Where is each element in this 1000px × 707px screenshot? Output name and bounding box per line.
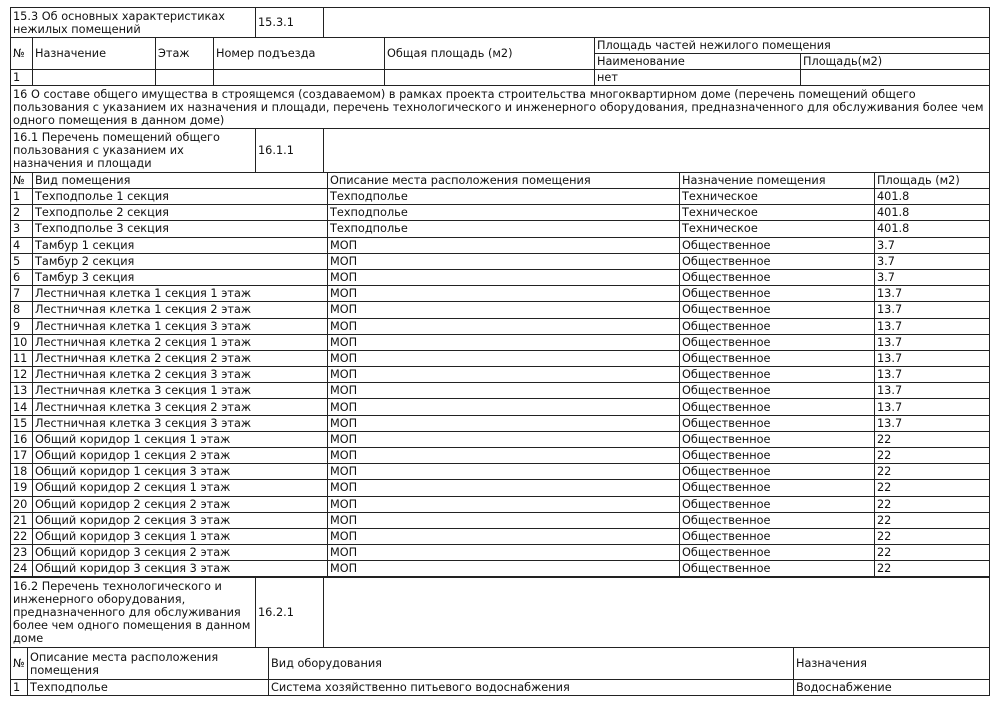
table-row [11, 302, 990, 318]
cell-location: Техподполье [28, 680, 269, 696]
cell-location: Техподполье [328, 205, 680, 221]
cell-num: 6 [11, 269, 33, 285]
cell-location: МОП [328, 512, 680, 528]
cell-purpose: Водоснабжение [794, 680, 990, 696]
section-16-1-title: 16.1 Перечень помещений общего пользования с указанием их назначения и площади [11, 129, 256, 173]
cell-area: 22 [875, 480, 990, 496]
cell-num: 15 [11, 415, 33, 431]
header-entrance: Номер подъезда [214, 38, 385, 70]
cell-location: МОП [328, 496, 680, 512]
section-15-3-title: 15.3 Об основных характеристиках нежилых помещений [11, 8, 256, 38]
table-row [11, 221, 990, 237]
cell-area: 22 [875, 448, 990, 464]
cell-num: 3 [11, 221, 33, 237]
cell-area: 13.7 [875, 367, 990, 383]
cell-num: 18 [11, 464, 33, 480]
cell-num: 1 [11, 680, 28, 696]
section-16-2-value [324, 577, 990, 648]
cell-num: 11 [11, 350, 33, 366]
section-16-1-code: 16.1.1 [256, 129, 324, 173]
cell-part-area [801, 70, 990, 86]
cell-room-type: Техподполье 1 секция [33, 189, 328, 205]
section-16-1-value [324, 129, 990, 173]
cell-location: МОП [328, 464, 680, 480]
cell-purpose: Общественное [680, 528, 875, 544]
cell-area: 13.7 [875, 302, 990, 318]
table-row [11, 680, 990, 696]
cell-room-type: Общий коридор 2 секция 2 этаж [33, 496, 328, 512]
cell-purpose: Общественное [680, 464, 875, 480]
header-equipment-type: Вид оборудования [269, 648, 794, 680]
cell-purpose: Общественное [680, 237, 875, 253]
cell-location: МОП [328, 350, 680, 366]
table-row [11, 561, 990, 577]
header-purpose: Назначение помещения [680, 173, 875, 189]
cell-num: 8 [11, 302, 33, 318]
common-premises-table [10, 172, 990, 578]
cell-location: МОП [328, 415, 680, 431]
cell-purpose: Общественное [680, 286, 875, 302]
cell-num: 10 [11, 334, 33, 350]
section-16-1 [10, 128, 990, 173]
table-row [11, 334, 990, 350]
table-row [11, 464, 990, 480]
cell-entrance [214, 70, 385, 86]
cell-room-type: Лестничная клетка 1 секция 1 этаж [33, 286, 328, 302]
cell-num: 4 [11, 237, 33, 253]
cell-num: 20 [11, 496, 33, 512]
table-row [11, 237, 990, 253]
cell-num: 2 [11, 205, 33, 221]
cell-location: Техподполье [328, 189, 680, 205]
table-row [11, 189, 990, 205]
table-row [11, 253, 990, 269]
cell-location: МОП [328, 253, 680, 269]
cell-num: 14 [11, 399, 33, 415]
cell-area: 13.7 [875, 383, 990, 399]
cell-purpose: Общественное [680, 480, 875, 496]
header-row [11, 173, 990, 189]
cell-location: МОП [328, 383, 680, 399]
cell-area: 401.8 [875, 189, 990, 205]
cell-num: 12 [11, 367, 33, 383]
cell-area: 22 [875, 528, 990, 544]
cell-purpose: Общественное [680, 367, 875, 383]
section-15-3-value [324, 8, 990, 38]
cell-part-name: нет [595, 70, 801, 86]
table-row [11, 70, 990, 86]
cell-purpose: Техническое [680, 221, 875, 237]
section-15-3 [10, 7, 990, 38]
cell-room-type: Лестничная клетка 3 секция 3 этаж [33, 415, 328, 431]
cell-location: МОП [328, 480, 680, 496]
cell-num: 1 [11, 189, 33, 205]
section-16-2 [10, 576, 990, 648]
table-row [11, 399, 990, 415]
nonresidential-table [10, 37, 990, 86]
header-room-type: Вид помещения [33, 173, 328, 189]
cell-room-type: Лестничная клетка 2 секция 3 этаж [33, 367, 328, 383]
header-location: Описание места расположения помещения [328, 173, 680, 189]
header-part-area: Площадь(м2) [801, 54, 990, 70]
cell-area: 13.7 [875, 318, 990, 334]
table-row [11, 480, 990, 496]
header-part-name: Наименование [595, 54, 801, 70]
cell-room-type: Общий коридор 3 секция 1 этаж [33, 528, 328, 544]
cell-purpose: Общественное [680, 269, 875, 285]
cell-room-type: Общий коридор 2 секция 1 этаж [33, 480, 328, 496]
cell-room-type: Общий коридор 1 секция 1 этаж [33, 431, 328, 447]
cell-purpose: Техническое [680, 205, 875, 221]
table-row [11, 205, 990, 221]
header-floor: Этаж [156, 38, 214, 70]
cell-area: 401.8 [875, 205, 990, 221]
cell-purpose: Общественное [680, 512, 875, 528]
header-num: № [11, 648, 28, 680]
cell-room-type: Общий коридор 3 секция 2 этаж [33, 545, 328, 561]
table-row [11, 367, 990, 383]
section-16-title: 16 О составе общего имущества в строящемся (создаваемом) в рамках проекта строительства многоквартирном доме (перечень помещений общего пользования с указанием их назначения и площади, перечень технологического и инженерного оборудования, предназначенного для обслуживания более чем одного помещения в данном доме) [11, 86, 990, 129]
cell-room-type: Тамбур 1 секция [33, 237, 328, 253]
cell-purpose: Общественное [680, 350, 875, 366]
cell-area: 3.7 [875, 237, 990, 253]
cell-room-type: Общий коридор 1 секция 2 этаж [33, 448, 328, 464]
cell-room-type: Лестничная клетка 3 секция 2 этаж [33, 399, 328, 415]
cell-num: 21 [11, 512, 33, 528]
header-purpose: Назначения [794, 648, 990, 680]
cell-purpose: Общественное [680, 318, 875, 334]
cell-purpose: Общественное [680, 334, 875, 350]
cell-purpose: Общественное [680, 399, 875, 415]
cell-room-type: Лестничная клетка 1 секция 3 этаж [33, 318, 328, 334]
section-16-2-code: 16.2.1 [256, 577, 324, 648]
cell-location: МОП [328, 367, 680, 383]
cell-purpose: Общественное [680, 545, 875, 561]
cell-room-type: Общий коридор 3 секция 3 этаж [33, 561, 328, 577]
table-row [11, 448, 990, 464]
section-15-3-code: 15.3.1 [256, 8, 324, 38]
equipment-table [10, 647, 990, 696]
table-row [11, 528, 990, 544]
cell-num: 22 [11, 528, 33, 544]
table-row [11, 383, 990, 399]
cell-location: МОП [328, 528, 680, 544]
cell-location: МОП [328, 318, 680, 334]
cell-area: 22 [875, 496, 990, 512]
header-num: № [11, 38, 33, 70]
table-row [11, 545, 990, 561]
header-area: Общая площадь (м2) [385, 38, 595, 70]
cell-num: 5 [11, 253, 33, 269]
table-row [11, 431, 990, 447]
cell-num: 13 [11, 383, 33, 399]
cell-location: МОП [328, 286, 680, 302]
cell-room-type: Лестничная клетка 1 секция 2 этаж [33, 302, 328, 318]
table-row [11, 496, 990, 512]
cell-purpose: Общественное [680, 496, 875, 512]
cell-room-type: Лестничная клетка 2 секция 1 этаж [33, 334, 328, 350]
cell-room-type: Лестничная клетка 3 секция 1 этаж [33, 383, 328, 399]
cell-area: 13.7 [875, 415, 990, 431]
cell-location: МОП [328, 448, 680, 464]
section-16-2-title: 16.2 Перечень технологического и инженерного оборудования, предназначенного для обслуживания более чем одного помещения в данном доме [11, 577, 256, 648]
cell-area: 22 [875, 464, 990, 480]
cell-area: 13.7 [875, 350, 990, 366]
cell-purpose: Общественное [680, 561, 875, 577]
header-row [11, 648, 990, 680]
cell-area: 13.7 [875, 399, 990, 415]
cell-area: 13.7 [875, 286, 990, 302]
cell-purpose: Общественное [680, 431, 875, 447]
cell-location: МОП [328, 561, 680, 577]
cell-location: МОП [328, 399, 680, 415]
header-purpose: Назначение [33, 38, 156, 70]
cell-area: 22 [875, 545, 990, 561]
cell-purpose: Техническое [680, 189, 875, 205]
table-row [11, 415, 990, 431]
cell-num: 17 [11, 448, 33, 464]
cell-num: 24 [11, 561, 33, 577]
cell-location: МОП [328, 431, 680, 447]
cell-room-type: Тамбур 3 секция [33, 269, 328, 285]
header-area: Площадь (м2) [875, 173, 990, 189]
cell-floor [156, 70, 214, 86]
cell-purpose: Общественное [680, 383, 875, 399]
cell-room-type: Техподполье 2 секция [33, 205, 328, 221]
section-16 [10, 85, 990, 129]
cell-equipment-type: Система хозяйственно питьевого водоснабжения [269, 680, 794, 696]
table-row [11, 512, 990, 528]
cell-purpose: Общественное [680, 302, 875, 318]
cell-room-type: Тамбур 2 секция [33, 253, 328, 269]
cell-room-type: Общий коридор 2 секция 3 этаж [33, 512, 328, 528]
cell-room-type: Лестничная клетка 2 секция 2 этаж [33, 350, 328, 366]
cell-area: 3.7 [875, 253, 990, 269]
cell-purpose [33, 70, 156, 86]
cell-area: 3.7 [875, 269, 990, 285]
cell-room-type: Техподполье 3 секция [33, 221, 328, 237]
header-parts: Площадь частей нежилого помещения [595, 38, 990, 54]
header-location: Описание места расположения помещения [28, 648, 269, 680]
cell-area: 22 [875, 431, 990, 447]
table-row [11, 269, 990, 285]
table-row [11, 286, 990, 302]
cell-purpose: Общественное [680, 415, 875, 431]
cell-num: 7 [11, 286, 33, 302]
cell-area [385, 70, 595, 86]
cell-location: МОП [328, 302, 680, 318]
cell-area: 401.8 [875, 221, 990, 237]
cell-location: МОП [328, 237, 680, 253]
cell-purpose: Общественное [680, 253, 875, 269]
cell-purpose: Общественное [680, 448, 875, 464]
cell-num: 19 [11, 480, 33, 496]
table-row [11, 350, 990, 366]
cell-location: МОП [328, 545, 680, 561]
cell-num: 16 [11, 431, 33, 447]
cell-location: МОП [328, 334, 680, 350]
cell-num: 1 [11, 70, 33, 86]
cell-num: 9 [11, 318, 33, 334]
cell-area: 22 [875, 512, 990, 528]
cell-location: МОП [328, 269, 680, 285]
cell-area: 22 [875, 561, 990, 577]
cell-area: 13.7 [875, 334, 990, 350]
cell-room-type: Общий коридор 1 секция 3 этаж [33, 464, 328, 480]
table-row [11, 318, 990, 334]
header-num: № [11, 173, 33, 189]
cell-location: Техподполье [328, 221, 680, 237]
cell-num: 23 [11, 545, 33, 561]
